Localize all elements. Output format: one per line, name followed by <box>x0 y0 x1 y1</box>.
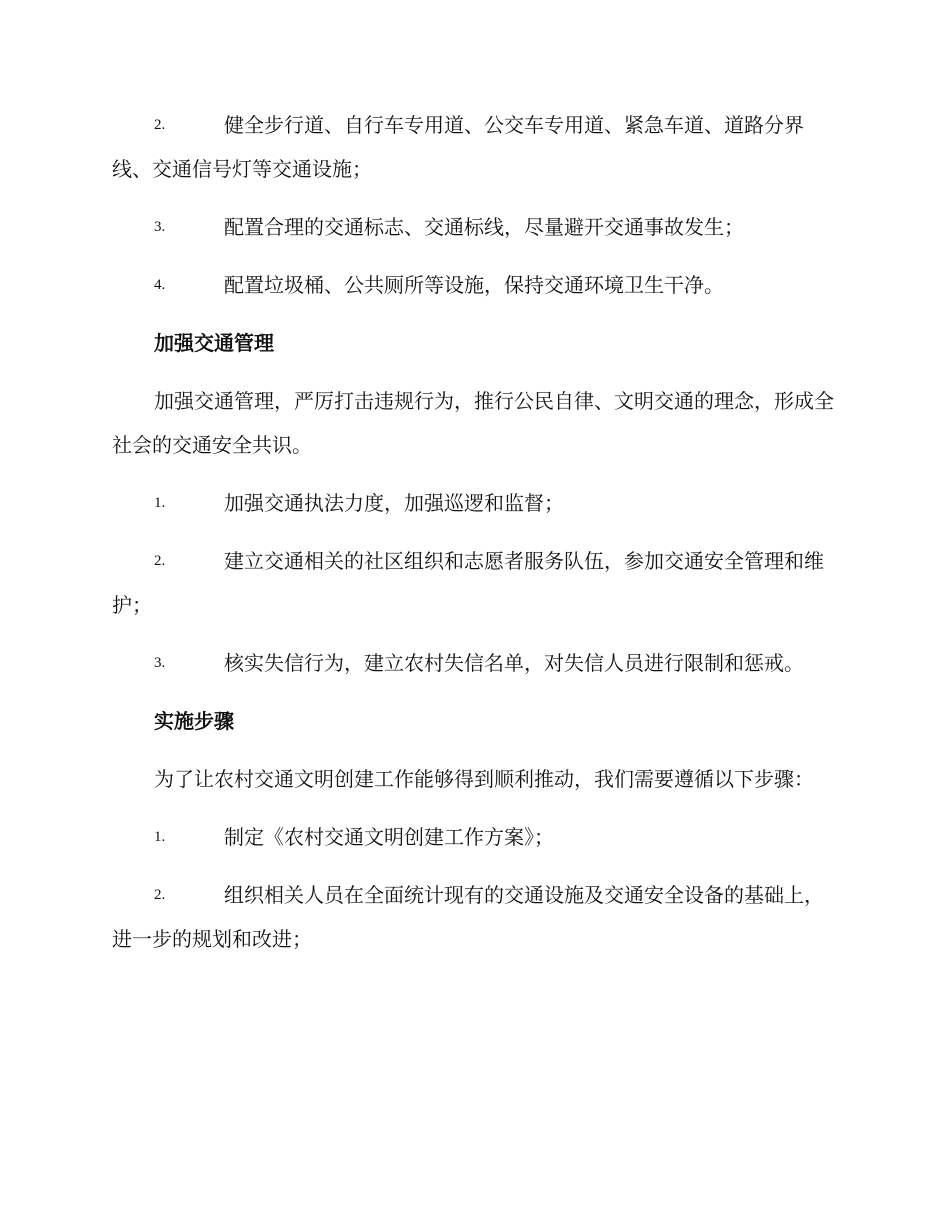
list-text: 加强交通执法力度，加强巡逻和监督； <box>224 491 564 515</box>
list-text: 制定《农村交通文明创建工作方案》； <box>224 825 554 849</box>
list-number: 4. <box>154 277 166 293</box>
list-text: 核实失信行为，建立农村失信名单，对失信人员进行限制和惩戒。 <box>224 651 804 675</box>
list-number: 1. <box>154 829 166 845</box>
list-number: 1. <box>154 495 166 511</box>
list-number: 2. <box>154 117 166 133</box>
list-item <box>112 205 834 249</box>
facilities-list <box>112 103 834 307</box>
list-item <box>112 481 834 525</box>
list-item <box>112 873 834 961</box>
traffic-management-section <box>112 321 834 685</box>
list-text: 配置垃圾桶、公共厕所等设施，保持交通环境卫生干净。 <box>224 273 724 297</box>
section-intro: 加强交通管理，严厉打击违规行为，推行公民自律、文明交通的理念，形成全社会的交通安全共识。 <box>112 389 834 457</box>
list-text: 建立交通相关的社区组织和志愿者服务队伍，参加交通安全管理和维护； <box>112 549 824 617</box>
section-heading: 加强交通管理 <box>154 331 274 355</box>
list-text: 组织相关人员在全面统计现有的交通设施及交通安全设备的基础上，进一步的规划和改进； <box>112 883 824 951</box>
list-number: 2. <box>154 887 166 903</box>
list-item <box>112 815 834 859</box>
list-text: 配置合理的交通标志、交通标线，尽量避开交通事故发生； <box>224 215 744 239</box>
list-number: 3. <box>154 219 166 235</box>
list-item <box>112 539 834 627</box>
list-item <box>112 103 834 191</box>
list-item <box>112 641 834 685</box>
list-item <box>112 263 834 307</box>
list-number: 3. <box>154 655 166 671</box>
list-number: 2. <box>154 553 166 569</box>
list-text: 健全步行道、自行车专用道、公交车专用道、紧急车道、道路分界线、交通信号灯等交通设施； <box>112 113 804 181</box>
section-heading: 实施步骤 <box>154 709 234 733</box>
section-intro: 为了让农村交通文明创建工作能够得到顺利推动，我们需要遵循以下步骤： <box>154 767 814 791</box>
implementation-steps-section <box>112 699 834 961</box>
